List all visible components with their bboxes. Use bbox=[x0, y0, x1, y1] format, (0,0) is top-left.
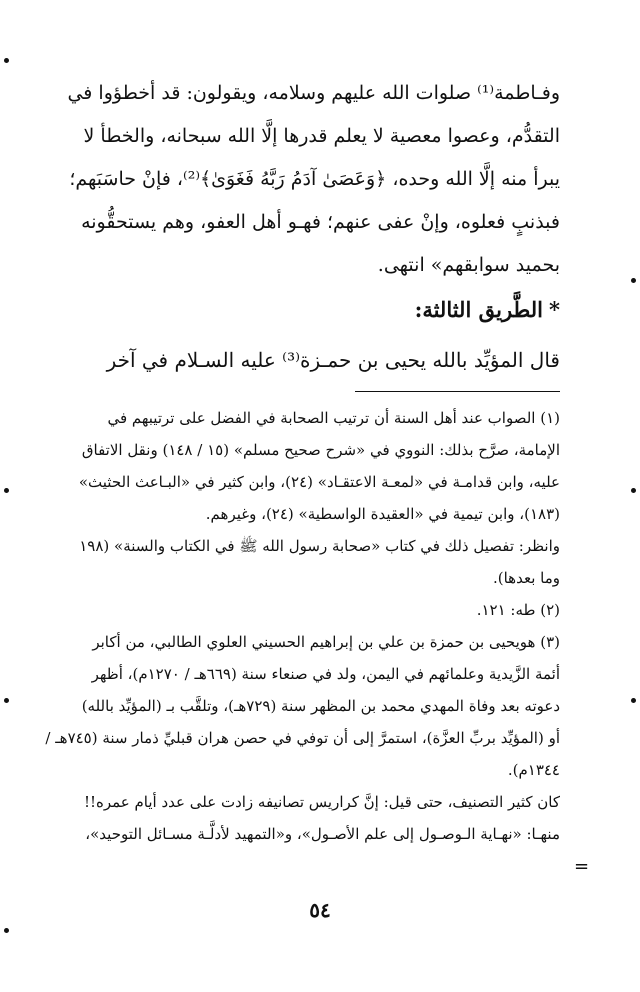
continuation-mark: = bbox=[574, 856, 590, 877]
margin-dot bbox=[631, 488, 636, 493]
footnote-line-7: (٢) طه: ١٢١. bbox=[476, 601, 560, 619]
body-line-4: فبذنبٍ فعلوه، وإنْ عفى عنهم؛ فهـو أهل العفو، وهم يستحقُّونه bbox=[81, 211, 560, 233]
footnote-line-12: ١٣٤٤م). bbox=[507, 761, 560, 779]
footnote-line-9: أئمة الزَّيدية وعلمائهم في اليمن، ولد في صنعاء سنة (٦٦٩هـ / ١٢٧٠م)، أظهر bbox=[91, 665, 560, 683]
body-line-5: بحميد سوابقهم» انتهى. bbox=[377, 254, 560, 276]
body-line-3: يبرأ منه إلَّا الله وحده، ﴿وَعَصَىٰ آدَمُ رَبَّهُ فَغَوَىٰ﴾⁽²⁾، فإنْ حاسَبَهم؛ bbox=[69, 168, 560, 190]
page-number: ٥٤ bbox=[309, 898, 331, 922]
footnote-line-14: منهـا: «نهـاية الـوصـول إلى علم الأصـول»، و«التمهيد لأدلَّـة مسـائل التوحيد»، bbox=[85, 825, 560, 843]
footnote-line-5: وانظر: تفصيل ذلك في كتاب «صحابة رسول الله ﷺ في الكتاب والسنة» (١٩٨ bbox=[79, 537, 560, 555]
body-line-1: وفـاطمة⁽¹⁾ صلوات الله عليهم وسلامه، ويقولون: قد أخطؤوا في bbox=[67, 82, 560, 104]
footnote-separator bbox=[355, 391, 560, 392]
footnote-line-1: (١) الصواب عند أهل السنة أن ترتيب الصحابة في الفضل على ترتيبهم في bbox=[107, 409, 560, 427]
footnote-line-8: (٣) هويحيى بن حمزة بن علي بن إبراهيم الحسيني العلوي الطالبي، من أكابر bbox=[92, 633, 560, 651]
margin-dot bbox=[4, 928, 9, 933]
footnote-line-4: (١٨٣)، وابن تيمية في «العقيدة الواسطية» (٢٤)، وغيرهم. bbox=[205, 505, 560, 523]
page-content bbox=[40, 72, 560, 850]
footnote-line-13: كان كثير التصنيف، حتى قيل: إنَّ كراريس تصانيفه زادت على عدد أيام عمره!! bbox=[83, 793, 560, 811]
heading-text: الطَّريق الثالثة: bbox=[414, 297, 544, 322]
footnote-line-2: الإمامة، صرَّح بذلك: النووي في «شرح صحيح مسلم» (١٥ / ١٤٨) ونقل الاتفاق bbox=[81, 441, 560, 459]
footnote-line-6: وما بعدها). bbox=[492, 569, 560, 587]
section-heading bbox=[40, 287, 560, 333]
margin-dot bbox=[631, 278, 636, 283]
footnote-line-11: أو (المؤيِّد بربِّ العزَّة)، استمرَّ إلى أن توفي في حصن هران قبليِّ ذمار سنة (٧٤٥هـ / bbox=[45, 729, 560, 747]
footnote-line-10: دعوته بعد وفاة المهدي محمد بن المظهر سنة (٧٢٩هـ)، وتلقَّب بـ (المؤيِّد بالله) bbox=[81, 697, 560, 715]
intro-line: قال المؤيِّد بالله يحيى بن حمـزة⁽³⁾ عليه السـلام في آخر bbox=[106, 348, 560, 372]
heading-star: * bbox=[549, 297, 560, 322]
margin-dot bbox=[4, 488, 9, 493]
margin-dot bbox=[631, 698, 636, 703]
margin-dot bbox=[4, 58, 9, 63]
body-line-2: التقدُّم، وعصوا معصية لا يعلم قدرها إلَّا الله سبحانه، والخطأ لا bbox=[83, 125, 560, 147]
margin-dot bbox=[4, 698, 9, 703]
footnote-line-3: عليه، وابن قدامـة في «لمعـة الاعتقـاد» (٢٤)، وابن كثير في «البـاعث الحثيث» bbox=[78, 473, 560, 491]
